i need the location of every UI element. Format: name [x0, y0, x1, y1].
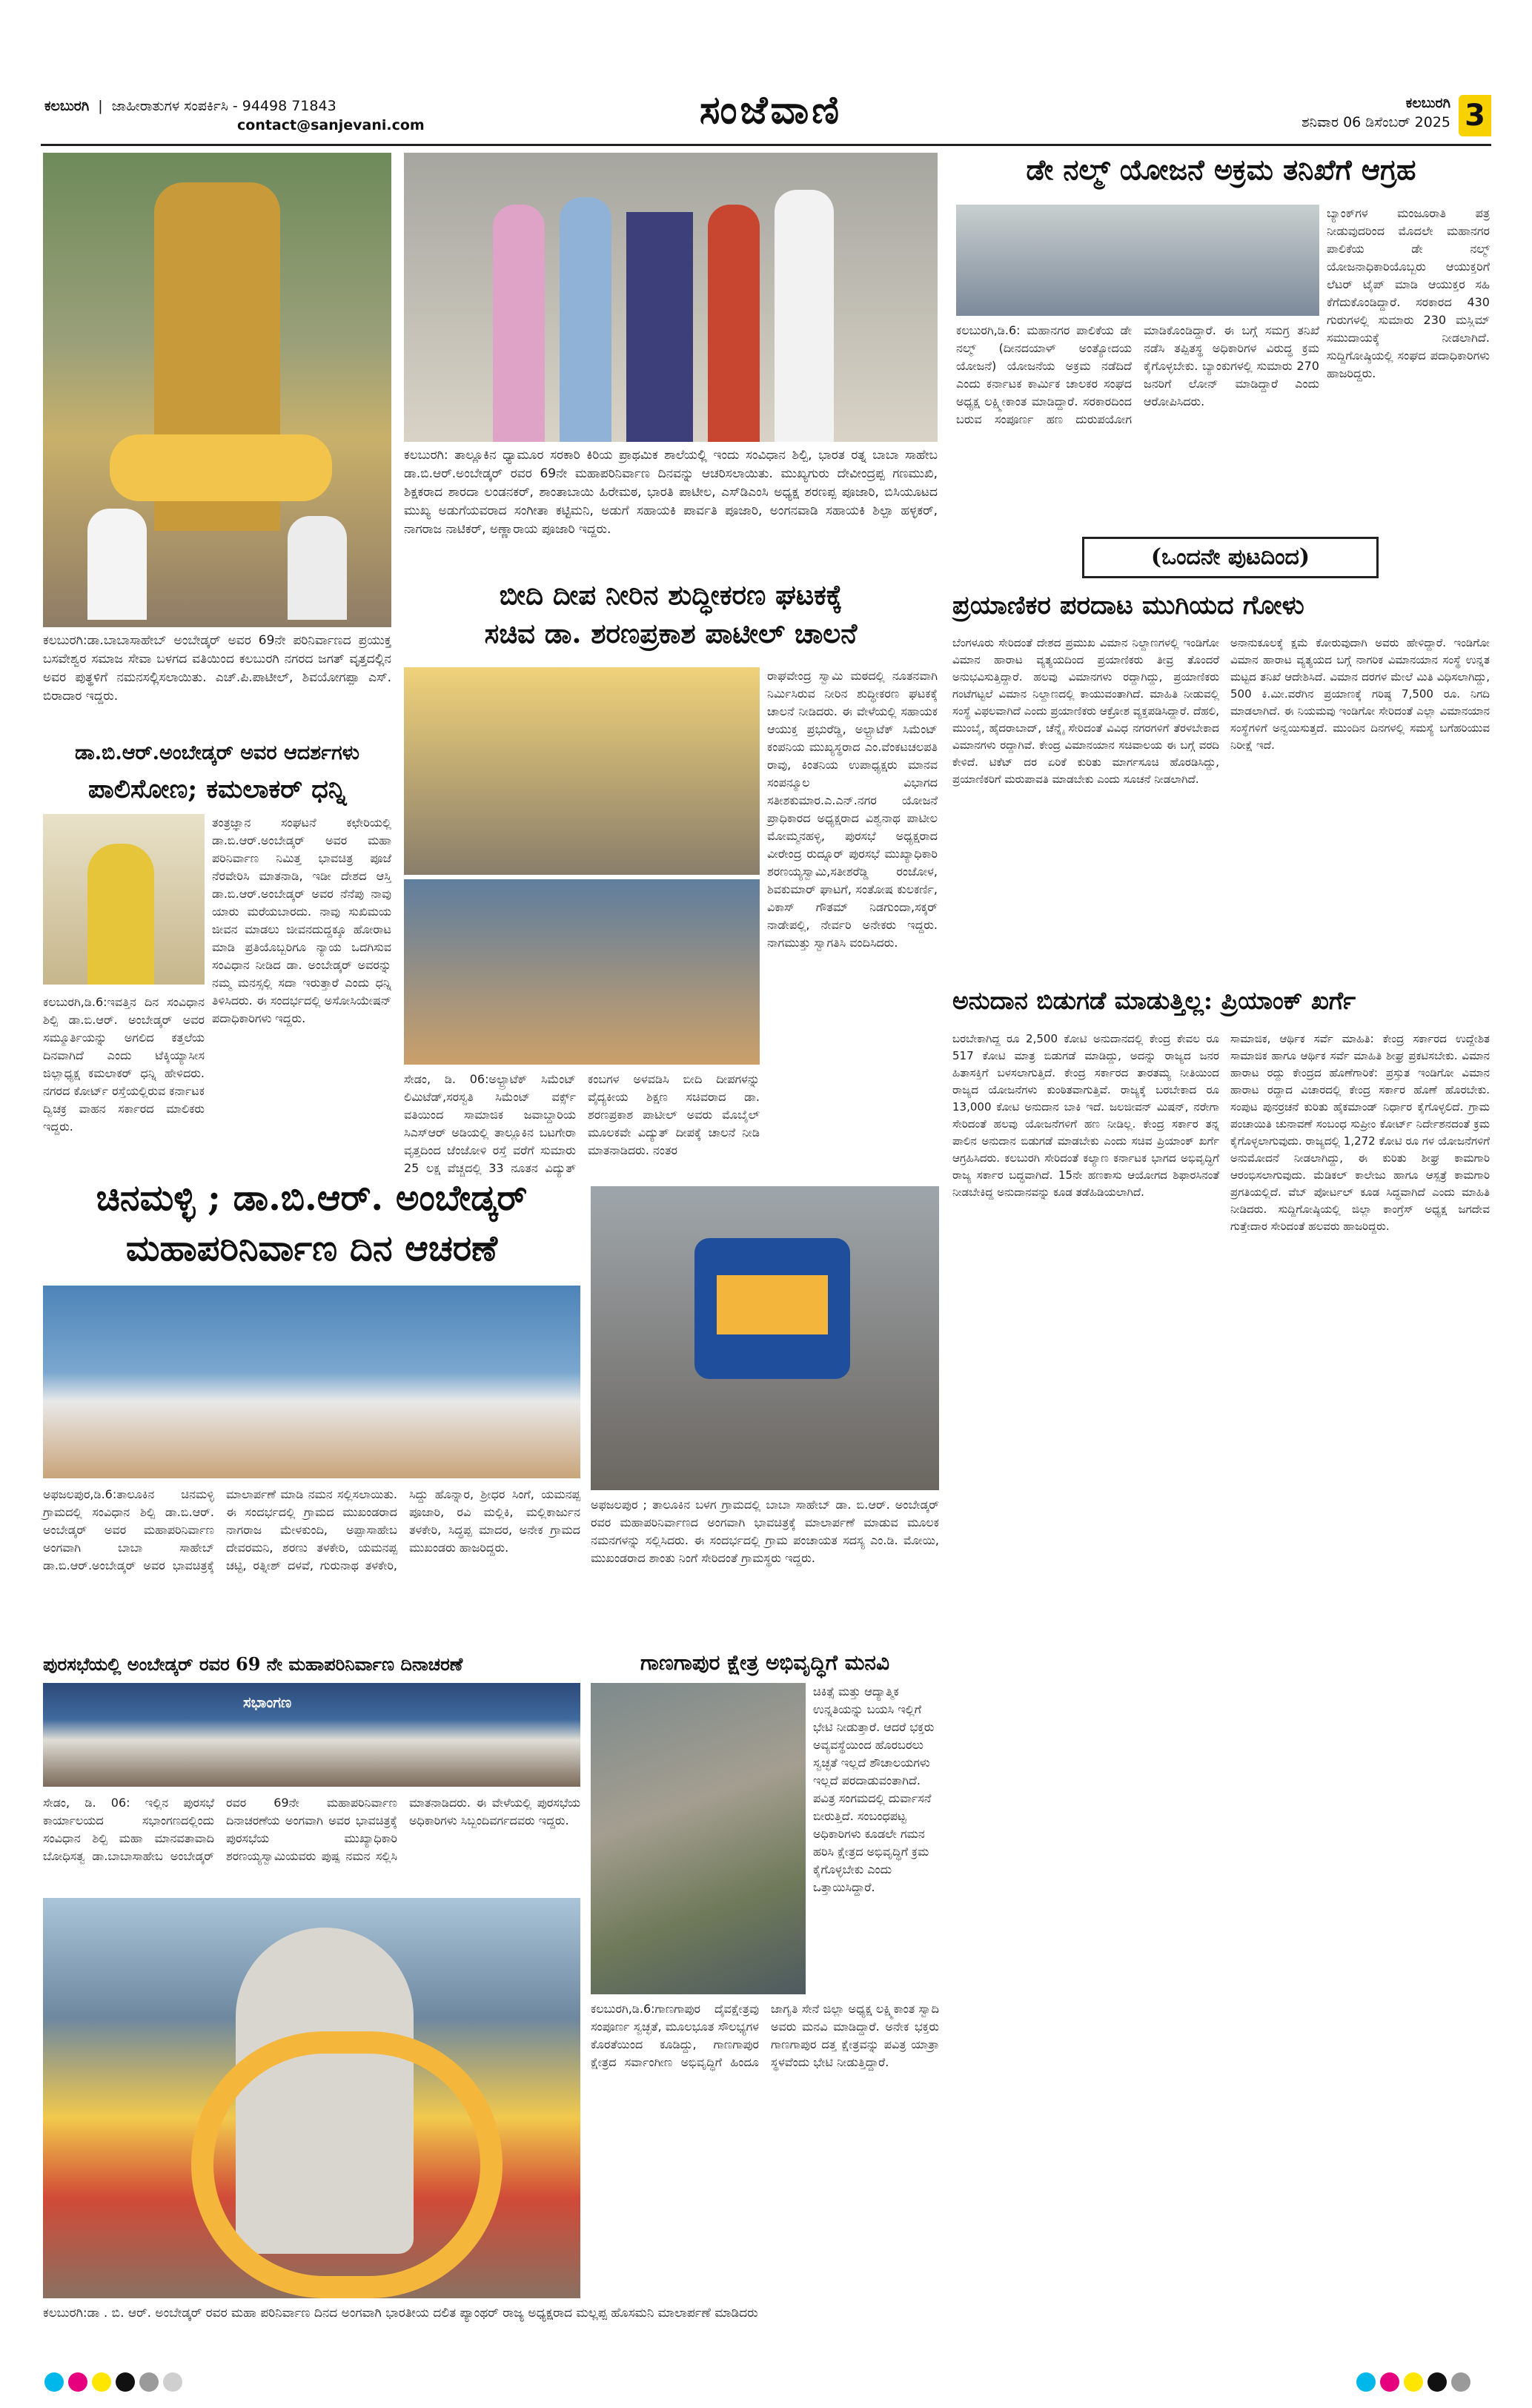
dnulm-body: ಕಲಬುರಗಿ,ಡಿ.6: ಮಹಾನಗರ ಪಾಲಿಕೆಯ ಡೇ ನಲ್ಮ್ (ದೀನದಯಾಳ್ ಅಂತ್ಯೋದಯ ಯೋಜನೆ) ಯೋಜನೆಯ ಅಕ್ರಮ ನಡೆದಿದೆ ಎಂದು ಕರ್ನಾಟಕ ಕಾರ್ಮಿಕ ಚಾಲಕರ ಸಂಘದ ಅಧ್ಯಕ್ಷ ಲಕ್ಷ್ಮೀಕಾಂತ ಮಾಡಿದ್ದಾರೆ. ಸರಕಾರದಿಂದ ಬರುವ ಸಂಪೂರ್ಣ ಹಣ ದುರುಪಯೋಗ ಮಾಡಿಕೊಂಡಿದ್ದಾರೆ. ಈ ಬಗ್ಗೆ ಸಮಗ್ರ ತನಿಖೆ ನಡೆಸಿ ತಪ್ಪಿತಸ್ಥ ಅಧಿಕಾರಿಗಳ ವಿರುದ್ಧ ಕ್ರಮ ಕೈಗೊಳ್ಳಬೇಕು. ಬ್ಯಾಂಕುಗಳಲ್ಲಿ ಸುಮಾರು 270 ಜನರಿಗೆ ಲೋನ್ ಮಾಡಿದ್ದಾರೆ ಎಂದು ಆರೋಪಿಸಿದರು.: [956, 323, 1319, 426]
photo-minister-lamp: [404, 667, 760, 875]
dnulm-body2: ಬ್ಯಾಂಕ್‌ಗಳ ಮಂಜೂರಾತಿ ಪತ್ರ ನೀಡುವುದರಿಂದ ಮೊದಲೇ ಮಹಾನಗರ ಪಾಲಿಕೆಯ ಡೇ ನಲ್ಮ್ ಯೋಜನಾಧಿಕಾರಿಯೊಬ್ಬರು ಆಯುಕ್ತರಿಗೆ ಲೆಟರ್ ಟೈಪ್ ಮಾಡಿ ಆಯುಕ್ತರ ಸಹಿ ಕೆಗೆದುಕೊಂಡಿದ್ದಾರೆ. ಸರಕಾರದ 430 ಗುರುಗಳಲ್ಲಿ ಸುಮಾರು 230 ಮಸ್ಲಿಮ್ ಸಮುದಾಯಕ್ಕೆ ನೀಡಲಾಗಿದೆ. ಸುದ್ದಿಗೋಷ್ಠಿಯಲ್ಲಿ ಸಂಘದ ಪದಾಧಿಕಾರಿಗಳು ಹಾಜರಿದ್ದರು.: [1327, 206, 1490, 380]
issue-date: ಶನಿವಾರ 06 ಡಿಸೆಂಬರ್ 2025: [1301, 114, 1450, 130]
ad-contact: ಜಾಹೀರಾತುಗಳ ಸಂಪರ್ಕಿಸಿ - 94498 71843: [111, 98, 336, 114]
photo1-caption: ಕಲಬುರಗಿ:ಡಾ.ಬಾಬಾಸಾಹೇಬ್ ಅಂಬೇಡ್ಕರ್ ಅವರ 69ನೇ ಪರಿನಿರ್ವಾಣದ ಪ್ರಯುಕ್ತ ಬಸವೇಶ್ವರ ಸಮಾಜ ಸೇವಾ ಬಳಗದ ವತಿಯಿಂದ ಕಲಬುರಗಿ ನಗರದ ಜಗತ್ ವೃತ್ತದಲ್ಲಿನ ಅವರ ಪುತ್ಥಳಿಗೆ ನಮನಸಲ್ಲಿಸಲಾಯಿತು. ಎಚ್.ಪಿ.ಪಾಟೀಲ್, ಶಿವಯೋಗಪ್ಪಾ ಎಸ್. ಬಿರಾದಾರ ಇದ್ದರು.: [43, 633, 391, 704]
photo-balaga-portrait: [591, 1186, 939, 1490]
newspaper-logo: ಸಂಜೆವಾಣಿ: [699, 87, 843, 133]
masthead-city: ಕಲಬುರಗಿ: [44, 98, 90, 114]
ganaga-caption: ಕಲಬುರಗಿ,ಡಿ.6:ಗಾಣಗಾಪುರ ದೈವಕ್ಷೇತ್ರವು ಸಂಪೂರ್ಣ ಸ್ವಚ್ಛತೆ, ಮೂಲಭೂತ ಸೌಲಭ್ಯಗಳ ಕೊರತೆಯಿಂದ ಕೂಡಿದ್ದು, ಗಾಣಗಾಪುರ ಕ್ಷೇತ್ರದ ಸರ್ವಾಂಗೀಣ ಅಭಿವೃದ್ಧಿಗೆ ಹಿಂದೂ ಜಾಗೃತಿ ಸೇನೆ ಜಿಲ್ಲಾ ಅಧ್ಯಕ್ಷ ಲಕ್ಷ್ಮಿಕಾಂತ ಸ್ವಾದಿ ಅವರು ಮನವಿ ಮಾಡಿದ್ದಾರೆ. ಅನೇಕ ಭಕ್ತರು ಗಾಣಗಾಪುರ ದತ್ತ ಕ್ಷೇತ್ರವನ್ನು ಪವಿತ್ರ ಯಾತ್ರಾ ಸ್ಥಳವೆಂದು ಭೇಟಿ ನೀಡುತ್ತಿದ್ದಾರೆ.: [591, 2002, 939, 2069]
chin-headline-2: ಮಹಾಪರಿನಿರ್ವಾಣ ದಿನ ಆಚರಣೆ: [125, 1228, 498, 1269]
chin-headline-1: ಚಿನಮಳ್ಳಿ ; ಡಾ.ಬಿ.ಆರ್. ಅಂಬೇಡ್ಕರ್: [96, 1177, 528, 1219]
bidi-headline-1: ಬೀದಿ ದೀಪ ನೀರಿನ ಶುದ್ಧೀಕರಣ ಘಟಕಕ್ಕೆ: [499, 578, 843, 611]
ambedkar-headline-2: ಪಾಲಿಸೋಣ; ಕಮಲಾಕರ್ ಧನ್ನಿ: [87, 774, 347, 804]
continued-tag: (ಒಂದನೇ ಪುಟದಿಂದ): [1082, 537, 1379, 578]
bidi-headline-2: ಸಚಿವ ಡಾ. ಶರಣಪ್ರಕಾಶ ಪಾಟೀಲ್ ಚಾಲನೆ: [484, 617, 858, 649]
kharge-body: ಬರಬೇಕಾಗಿದ್ದ ರೂ 2,500 ಕೋಟಿ ಅನುದಾನದಲ್ಲಿ ಕೇಂದ್ರ ಕೇವಲ ರೂ 517 ಕೋಟಿ ಮಾತ್ರ ಬಿಡುಗಡೆ ಮಾಡಿದ್ದು, ಅದನ್ನು ರಾಜ್ಯದ ಜನರ ಹಿತಾಸಕ್ತಿಗೆ ಬಳಸಲಾಗುತ್ತಿದೆ. ಕೇಂದ್ರ ಸರ್ಕಾರದ ತಾರತಮ್ಯ ನೀತಿಯಿಂದ ರಾಜ್ಯದ ಯೋಜನೆಗಳು ಕುಂಠಿತವಾಗುತ್ತಿವೆ. ರಾಜ್ಯಕ್ಕೆ ಬರಬೇಕಾದ ರೂ 13,000 ಕೋಟಿ ಅನುದಾನ ಬಾಕಿ ಇದೆ. ಜಲಜೀವನ್ ಮಿಷನ್, ನರೇಗಾ ಸೇರಿದಂತೆ ಹಲವು ಯೋಜನೆಗಳಿಗೆ ಹಣ ನೀಡಿಲ್ಲ. ಕೇಂದ್ರ ಸರ್ಕಾರ ತನ್ನ ಪಾಲಿನ ಅನುದಾನ ಬಿಡುಗಡೆ ಮಾಡಬೇಕು ಎಂದು ಸಚಿವ ಪ್ರಿಯಾಂಕ್ ಖರ್ಗೆ ಆಗ್ರಹಿಸಿದರು. ಕಲಬುರಗಿ ಸೇರಿದಂತೆ ಕಲ್ಯಾಣ ಕರ್ನಾಟಕ ಭಾಗದ ಅಭಿವೃದ್ಧಿಗೆ ರಾಜ್ಯ ಸರ್ಕಾರ ಬದ್ಧವಾಗಿದೆ. 15ನೇ ಹಣಕಾಸು ಆಯೋಗದ ಶಿಫಾರಸಿನಂತೆ ನೀಡಬೇಕಿದ್ದ ಅನುದಾನವನ್ನು ಕೂಡ ತಡೆಹಿಡಿಯಲಾಗಿದೆ.: [952, 1032, 1219, 1199]
ganaga-headline: ಗಾಣಗಾಪುರ ಕ್ಷೇತ್ರ ಅಭಿವೃದ್ಧಿಗೆ ಮನವಿ: [640, 1650, 890, 1675]
travel-headline: ಪ್ರಯಾಣಿಕರ ಪರದಾಟ ಮುಗಿಯದ ಗೋಳು: [952, 590, 1304, 621]
page-number: 3: [1459, 95, 1491, 136]
photo-purasabhe: [43, 1683, 580, 1787]
registration-marks-right: [1356, 2372, 1475, 2395]
afzal-caption: ಅಫಜಲಪುರ ; ತಾಲೂಕಿನ ಬಳಗ ಗ್ರಾಮದಲ್ಲಿ ಬಾಬಾ ಸಾಹೇಬ್ ಡಾ. ಬಿ.ಆರ್. ಅಂಬೇಡ್ಕರ್ ರವರ ಮಹಾಪರಿನಿರ್ವಾಣದ ಅಂಗವಾಗಿ ಭಾವಚಿತ್ರಕ್ಕೆ ಮಾಲಾರ್ಪಣೆ ಮಾಡುವ ಮೂಲಕ ನಮನಗಳನ್ನು ಸಲ್ಲಿಸಿದರು. ಈ ಸಂದರ್ಭದಲ್ಲಿ ಗ್ರಾಮ ಪಂಚಾಯತ ಸದಸ್ಯ ಎಂ.ಡಿ. ಮೋಯಿ, ಮುಖಂಡರಾದ ಶಾಂತು ನಿಂಗೆ ಸೇರಿದಂತೆ ಗ್ರಾಮಸ್ಥರು ಇದ್ದರು.: [591, 1498, 939, 1565]
travel-body: ಬೆಂಗಳೂರು ಸೇರಿದಂತೆ ದೇಶದ ಪ್ರಮುಖ ವಿಮಾನ ನಿಲ್ದಾಣಗಳಲ್ಲಿ ಇಂಡಿಗೋ ವಿಮಾನ ಹಾರಾಟ ವ್ಯತ್ಯಯದಿಂದ ಪ್ರಯಾಣಿಕರು ತೀವ್ರ ತೊಂದರೆ ಅನುಭವಿಸುತ್ತಿದ್ದಾರೆ. ಹಲವು ವಿಮಾನಗಳು ರದ್ದಾಗಿದ್ದು, ಪ್ರಯಾಣಿಕರು ಗಂಟೆಗಟ್ಟಲೆ ವಿಮಾನ ನಿಲ್ದಾಣದಲ್ಲಿ ಕಾಯುವಂತಾಗಿದೆ. ಮಾಹಿತಿ ನೀಡುವಲ್ಲಿ ಸಂಸ್ಥೆ ವಿಫಲವಾಗಿದೆ ಎಂದು ಪ್ರಯಾಣಿಕರು ಆಕ್ರೋಶ ವ್ಯಕ್ತಪಡಿಸಿದ್ದಾರೆ. ದೆಹಲಿ, ಮುಂಬೈ, ಹೈದರಾಬಾದ್, ಚೆನ್ನೈ ಸೇರಿದಂತೆ ವಿವಿಧ ನಗರಗಳಿಗೆ ತೆರಳಬೇಕಾದ ವಿಮಾನಗಳು ರದ್ದಾಗಿವೆ. ಕೇಂದ್ರ ವಿಮಾನಯಾನ ಸಚಿವಾಲಯ ಈ ಬಗ್ಗೆ ವರದಿ ಕೇಳಿದೆ. ಟಿಕೆಟ್ ದರ ಏರಿಕೆ ಕುರಿತು ಮಾರ್ಗಸೂಚಿ ಹೊರಡಿಸಿದ್ದು, ಪ್ರಯಾಣಿಕರಿಗೆ ಮರುಪಾವತಿ ಮಾಡಬೇಕು ಎಂದು ಸೂಚನೆ ನೀಡಲಾಗಿದೆ.: [952, 636, 1219, 786]
ambedkar-body: ತಂತ್ರಜ್ಞಾನ ಸಂಘಟನೆ ಕಛೇರಿಯಲ್ಲಿ ಡಾ.ಬಿ.ಆರ್.ಅಂಬೇಡ್ಕರ್ ಅವರ ಮಹಾ ಪರಿನಿರ್ವಾಣ ನಿಮಿತ್ತ ಭಾವಚಿತ್ರ ಪೂಜೆ ನೆರವೇರಿಸಿ ಮಾತನಾಡಿ, ಇಡೀ ದೇಶದ ಆಸ್ತಿ ಡಾ.ಬಿ.ಆರ್.ಅಂಬೇಡ್ಕರ್ ಅವರ ನೆನೆಪು ನಾವು ಯಾರು ಮರೆಯಬಾರದು. ನಾವು ಸುಖಿಮಯ ಜೀವನ ಮಾಡಲು ಜೀವನದುದ್ದಕ್ಕೂ ಹೋರಾಟ ಮಾಡಿ ಪ್ರತಿಯೊಬ್ಬರಿಗೂ ನ್ಯಾಯ ಒದಗಿಸುವ ಸಂವಿಧಾನ ನೀಡಿದ ಡಾ. ಅಂಬೇಡ್ಕರ್ ಅವರನ್ನು ನಮ್ಮ ಮನಸ್ಸಲ್ಲಿ ಸದಾ ಇರುತ್ತಾರೆ ಎಂದು ಧನ್ನಿ ತಿಳಿಸಿದರು. ಈ ಸಂದರ್ಭದಲ್ಲಿ ಅಸೋಸಿಯೇಷನ್ ಪದಾಧಿಕಾರಿಗಳು ಇದ್ದರು.: [212, 816, 391, 1025]
pura-body: ಸೇಡಂ, ಡಿ. 06: ಇಲ್ಲಿನ ಪುರಸಭೆ ಕಾರ್ಯಾಲಯದ ಸಭಾಂಗಣದಲ್ಲಿಂದು ಸಂವಿಧಾನ ಶಿಲ್ಪಿ ಮಹಾ ಮಾನವತಾವಾದಿ ಬೋಧಿಸತ್ವ ಡಾ.ಬಾಬಾಸಾಹೇಬ ಅಂಬೇಡ್ಕರ್ ರವರ 69ನೇ ಮಹಾಪರಿನಿರ್ವಾಣ ದಿನಾಚರಣೆಯ ಅಂಗವಾಗಿ ಅವರ ಭಾವಚಿತ್ರಕ್ಕೆ ಪುರಸಭೆಯ ಮುಖ್ಯಾಧಿಕಾರಿ ಶರಣಯ್ಯಸ್ವಾಮಿಯವರು ಪುಷ್ಪ ನಮನ ಸಲ್ಲಿಸಿ ಮಾತನಾಡಿದರು. ಈ ವೇಳೆಯಲ್ಲಿ ಪುರಸಭೆಯ ಅಧಿಕಾರಿಗಳು ಸಿಬ್ಬಂದಿವರ್ಗದವರು ಇದ್ದರು.: [43, 1796, 580, 1863]
bottom-caption: ಕಲಬುರಗಿ:ಡಾ . ಬಿ. ಆರ್. ಅಂಬೇಡ್ಕರ್ ರವರ ಮಹಾ ಪರಿನಿರ್ವಾಣ ದಿನದ ಅಂಗವಾಗಿ ಭಾರತೀಯ ದಲಿತ ಪ್ಯಾಂಥರ್ ರಾಜ್ಯ ಅಧ್ಯಕ್ಷರಾದ ಮಲ್ಲಪ್ಪ ಹೊಸಮನಿ ಮಾಲಾರ್ಪಣೆ ಮಾಡಿದರು: [43, 2306, 758, 2321]
bidi-body: ರಾಘವೇಂದ್ರ ಸ್ವಾಮಿ ಮಠದಲ್ಲಿ ನೂತನವಾಗಿ ನಿರ್ಮಿಸಿರುವ ನೀರಿನ ಶುದ್ಧೀಕರಣ ಘಟಕಕ್ಕೆ ಚಾಲನೆ ನೀಡಿದರು. ಈ ವೇಳೆಯಲ್ಲಿ ಸಹಾಯಕ ಆಯುಕ್ತ ಪ್ರಭುರೆಡ್ಡಿ, ಅಲ್ಟ್ರಾಟೆಕ್ ಸಿಮೆಂಟ್ ಕಂಪನಿಯ ಮುಖ್ಯಸ್ಥರಾದ ಎಂ.ವೆಂಕಟಚಲಪತಿ ರಾವು, ಕಿಂತನಿಯ ಉಪಾಧ್ಯಕ್ಷರು ಮಾನವ ಸಂಪನ್ಮೂಲ ವಿಭಾಗದ ಸತೀಶಕುಮಾರ.ಎ.ಎನ್.ನಗರ ಯೋಜನೆ ಪ್ರಾಧಿಕಾರದ ಅಧ್ಯಕ್ಷರಾದ ವಿಶ್ವನಾಥ ಪಾಟೀಲ ಮೋಮ್ಮನಹಳ್ಳಿ, ಪುರಸಭೆ ಅಧ್ಯಕ್ಷರಾದ ವೀರೇಂದ್ರ ರುದ್ನೂರ್ ಪುರಸಭೆ ಮುಖ್ಯಾಧಿಕಾರಿ ಶರಣಯ್ಯಸ್ವಾಮಿ,ಸತೀಶರೆಡ್ಡಿ ರಂಜೋಳ, ಶಿವಕುಮಾರ್ ಘಾಟಗೆ, ಸಂತೋಷ ಕುಲಕರ್ಣಿ, ವಿಕಾಸ್ ಗೌತಮ್ ನಿಡಗುಂದಾ,ಸಕ್ಕರ್ ನಾಡೇಪಲ್ಲಿ, ನೇರ್ವರಿ ಅನೇಕರು ಇದ್ದರು. ನಾಗಮುತ್ತು ಸ್ವಾಗತಿಸಿ ವಂದಿಸಿದರು.: [767, 669, 938, 950]
chin-body: ಅಫಜಲಪುರ,ಡಿ.6:ತಾಲೂಕಿನ ಚಿನಮಳ್ಳಿ ಗ್ರಾಮದಲ್ಲಿ ಸಂವಿಧಾನ ಶಿಲ್ಪಿ ಡಾ.ಬಿ.ಆರ್. ಅಂಬೇಡ್ಕರ್ ಅವರ ಮಹಾಪರಿನಿರ್ವಾಣ ಅಂಗವಾಗಿ ಬಾಬಾ ಸಾಹೇಬ್ ಡಾ.ಬಿ.ಆರ್.ಅಂಬೇಡ್ಕರ್ ಅವರ ಭಾವಚಿತ್ರಕ್ಕೆ ಮಾಲಾರ್ಪಣೆ ಮಾಡಿ ನಮನ ಸಲ್ಲಿಸಲಾಯಿತು. ಈ ಸಂದರ್ಭದಲ್ಲಿ ಗ್ರಾಮದ ಮುಖಂಡರಾದ ನಾಗರಾಜ ಮೇಳಕುಂದಿ, ಅಪ್ಪಾಸಾಹೇಬ ದೇವರಮನಿ, ಶರಣು ತಳಕೇರಿ, ಯಮನಪ್ಪ ಚಟ್ಟಿ, ರತ್ನೀಶ್ ದಳವೆ, ಗುರುನಾಥ ತಳಕೇರಿ, ಸಿದ್ದು ಹೊನ್ನಾರ, ಶ್ರೀಧರ ಸಿಂಗೆ, ಯಮನಪ್ಪ ಪೂಜಾರಿ, ರವಿ ಮಲ್ಲಿಕಿ, ಮಲ್ಲಿಕಾರ್ಜುನ ತಳಕೇರಿ, ಸಿದ್ಧಪ್ಪ ಮಾದರ, ಅನೇಕ ಗ್ರಾಮದ ಮುಖಂಡರು ಹಾಜರಿದ್ದರು.: [43, 1487, 580, 1572]
contact-email[interactable]: contact@sanjevani.com: [237, 117, 425, 133]
dnulm-headline: ಡೇ ನಲ್ಮ್ ಯೋಜನೆ ಅಕ್ರಮ ತನಿಖೆಗೆ ಆಗ್ರಹ: [1026, 153, 1416, 186]
globe-icon: [712, 96, 749, 133]
registration-marks-left: [44, 2372, 187, 2395]
photo-ambedkar-statue-1: [43, 153, 391, 627]
kharge-headline: ಅನುದಾನ ಬಿಡುಗಡೆ ಮಾಡುತ್ತಿಲ್ಲ: ಪ್ರಿಯಾಂಕ್ ಖರ್ಗೆ: [952, 986, 1356, 1015]
photo-press-meet: [956, 205, 1319, 316]
photo-school-group: [404, 153, 938, 442]
pura-headline: ಪುರಸಭೆಯಲ್ಲಿ ಅಂಬೇಡ್ಕರ್ ರವರ 69 ನೇ ಮಹಾಪರಿನಿರ್ವಾಣ ದಿನಾಚರಣೆ: [43, 1653, 463, 1675]
photo2-caption: ಕಲಬುರಗಿ: ತಾಲ್ಲೂಕಿನ ಧ್ಯಾಮೂರ ಸರಕಾರಿ ಕಿರಿಯ ಪ್ರಾಥಮಿಕ ಶಾಲೆಯಲ್ಲಿ ಇಂದು ಸಂವಿಧಾನ ಶಿಲ್ಪಿ, ಭಾರತ ರತ್ನ ಬಾಬಾ ಸಾಹೇಬ ಡಾ.ಬಿ.ಆರ್.ಅಂಬೇಡ್ಕರ್ ರವರ 69ನೇ ಮಹಾಪರಿನಿರ್ವಾಣ ದಿನವನ್ನು ಆಚರಿಸಲಾಯಿತು. ಮುಖ್ಯಗುರು ದೇವೀಂದ್ರಪ್ಪ ಗಣಮುಖಿ, ಶಿಕ್ಷಕರಾದ ಶಾರದಾ ಲಂಡನಕರ್, ಶಾಂತಾಬಾಯಿ ಹಿರೇಮಠ, ಭಾರತಿ ಪಾಟೀಲ, ಎಸ್‌ಡಿಎಂಸಿ ಅಧ್ಯಕ್ಷ ಶರಣಪ್ಪ ಪೂಜಾರಿ, ಬಿಸಿಯೂಟದ ಮುಖ್ಯ ಅಡುಗೆಯವರಾದ ಸಂಗೀತಾ ಕಟ್ಟಿಮನಿ, ಅಡುಗೆ ಸಹಾಯಕಿ ಪಾರ್ವತಿ ಪೂಜಾರಿ, ಅಂಗನವಾಡಿ ಸಹಾಯಕಿ ಶಿಲ್ಪಾ ಹಳ್ಳಕರ್, ನಾಗರಾಜ ನಾಟಿಕರ್, ಅಣ್ಣಾರಾಯ ಪೂಜಾರಿ ಇದ್ದರು.: [404, 448, 938, 537]
photo-kamalakar: [43, 814, 205, 985]
photo-chinamalli-group: [43, 1286, 580, 1478]
photo-ambedkar-garland: [43, 1898, 580, 2298]
travel-body2: ಅನಾನುಕೂಲಕ್ಕೆ ಕ್ಷಮೆ ಕೋರುವುದಾಗಿ ಅವರು ಹೇಳಿದ್ದಾರೆ. ಇಂಡಿಗೋ ವಿಮಾನ ಹಾರಾಟ ವ್ಯತ್ಯಯದ ಬಗ್ಗೆ ನಾಗರಿಕ ವಿಮಾನಯಾನ ಸಂಸ್ಥೆ ಉನ್ನತ ಮಟ್ಟದ ತನಿಖೆ ಆದೇಶಿಸಿದೆ. ವಿಮಾನ ದರಗಳ ಮೇಲೆ ಮಿತಿ ವಿಧಿಸಲಾಗಿದ್ದು, 500 ಕಿ.ಮೀ.ವರೆಗಿನ ಪ್ರಯಾಣಕ್ಕೆ ಗರಿಷ್ಠ 7,500 ರೂ. ನಿಗದಿ ಮಾಡಲಾಗಿದೆ. ಈ ನಿಯಮವು ಇಂಡಿಗೋ ಸೇರಿದಂತೆ ಎಲ್ಲಾ ವಿಮಾನಯಾನ ಸಂಸ್ಥೆಗಳಿಗೆ ಅನ್ವಯಿಸುತ್ತದೆ. ಮುಂದಿನ ದಿನಗಳಲ್ಲಿ ಸಮಸ್ಯೆ ಬಗೆಹರಿಯುವ ನಿರೀಕ್ಷೆ ಇದೆ.: [1230, 636, 1490, 752]
masthead-right: [1301, 93, 1450, 132]
photo-minister-group: [404, 879, 760, 1065]
photo-ganagapur-river: [591, 1683, 806, 1994]
ambedkar-caption: ಕಲಬುರಗಿ,ಡಿ.6:ಇವತ್ತಿನ ದಿನ ಸಂವಿಧಾನ ಶಿಲ್ಪಿ ಡಾ.ಬಿ.ಆರ್. ಅಂಬೇಡ್ಕರ್ ಅವರ ಸಮ್ಮೂರ್ತಿಯನ್ನು ಅಗಲಿದ ಕತ್ತಲೆಯ ದಿನವಾಗಿದೆ ಎಂದು ಟೆಕ್ಕಿಯ್ಯಾಸೀಸ ಜಿಲ್ಲಾಧ್ಯಕ್ಷ ಕಮಲಾಕರ್ ಧನ್ನಿ ಹೇಳಿದರು. ನಗರದ ಕೋರ್ಟ್ ರಸ್ತೆಯಲ್ಲಿರುವ ಕರ್ನಾಟಕ ದ್ವಿಚಕ್ರ ವಾಹನ ಸರ್ಕಾರದ ಮಾಲಿಕರು ಇದ್ದರು.: [43, 995, 205, 1134]
ganaga-body: ಚಿಕಿತ್ಸೆ ಮತ್ತು ಆದ್ಯಾತ್ಮಿಕ ಉನ್ನತಿಯನ್ನು ಬಯಸಿ ಇಲ್ಲಿಗೆ ಭೇಟಿ ನೀಡುತ್ತಾರೆ. ಆದರೆ ಭಕ್ತರು ಅವ್ಯವಸ್ಥೆಯಿಂದ ಹೊರಬರಲು ಸ್ವಚ್ಛತೆ ಇಲ್ಲದೆ ಶೌಚಾಲಯಗಳು ಇಲ್ಲದೆ ಪರದಾಡುವಂತಾಗಿದೆ. ಪವಿತ್ರ ಸಂಗಮದಲ್ಲಿ ದುರ್ವಾಸನೆ ಬೀರುತ್ತಿದೆ. ಸಂಬಂಧಪಟ್ಟ ಅಧಿಕಾರಿಗಳು ಕೂಡಲೇ ಗಮನ ಹರಿಸಿ ಕ್ಷೇತ್ರದ ಅಭಿವೃದ್ಧಿಗೆ ಕ್ರಮ ಕೈಗೊಳ್ಳಬೇಕು ಎಂದು ಒತ್ತಾಯಿಸಿದ್ದಾರೆ.: [813, 1684, 935, 1894]
masthead-rule: [41, 144, 1491, 146]
masthead-right-city: ಕಲಬುರಗಿ: [1405, 95, 1450, 111]
bidi-caption: ಸೇಡಂ, ಡಿ. 06:ಅಲ್ಟ್ರಾಟೆಕ್ ಸಿಮೆಂಟ್ ಲಿಮಿಟೆಡ್,ಸರಸ್ವತಿ ಸಿಮೆಂಟ್ ವರ್ಕ್ಸ್ ವತಿಯಿಂದ ಸಾಮಾಜಿಕ ಜವಾಬ್ದಾರಿಯ ಸಿಎಸ್‌ಆರ್ ಅಡಿಯಲ್ಲಿ ತಾಲ್ಲೂಕಿನ ಬಟಗೇರಾ ವೃತ್ತದಿಂದ ಜೆಂಜೋಳಿ ರಸ್ತೆ ವರೆಗೆ ಸುಮಾರು 25 ಲಕ್ಷ ವೆಚ್ಚದಲ್ಲಿ 33 ನೂತನ ವಿದ್ಯುತ್ ಕಂಬಗಳ ಅಳವಡಿಸಿ ಬೀದಿ ದೀಪಗಳನ್ನು ವೈದ್ಯಕೀಯ ಶಿಕ್ಷಣ ಸಚಿವರಾದ ಡಾ. ಶರಣಪ್ರಕಾಶ ಪಾಟೀಲ್ ಅವರು ಮೊಬೈಲ್ ಮೂಲಕವೇ ವಿದ್ಯುತ್ ದೀಪಕ್ಕೆ ಚಾಲನೆ ನೀಡಿ ಮಾತನಾಡಿದರು. ನಂತರ: [404, 1072, 760, 1175]
sabhangana-label: ಸಭಾಂಗಣ: [243, 1693, 292, 1711]
masthead-left: ಕಲಬುರಗಿ | ಜಾಹೀರಾತುಗಳ ಸಂಪರ್ಕಿಸಿ - 94498 71843 contact@sanjevani.com: [44, 98, 425, 133]
ambedkar-headline-1: ಡಾ.ಬಿ.ಆರ್.ಅಂಬೇಡ್ಕರ್ ಅವರ ಆದರ್ಶಗಳು: [75, 741, 359, 764]
kharge-body2: ಸಾಮಾಜಿಕ, ಆರ್ಥಿಕ ಸರ್ವೆ ಮಾಹಿತಿ: ಕೇಂದ್ರ ಸರ್ಕಾರದ ಉದ್ದೇಶಿತ ಸಾಮಾಜಿಕ ಹಾಗೂ ಆರ್ಥಿಕ ಸರ್ವೆ ಮಾಹಿತಿ ಶೀಘ್ರ ಪ್ರಕಟಿಸಬೇಕು. ವಿಮಾನ ಹಾರಾಟ ರದ್ದು ಕೇಂದ್ರದ ಹೊಣೆಗಾರಿಕೆ: ಪ್ರಸ್ತುತ ಇಂಡಿಗೋ ವಿಮಾನ ಹಾರಾಟ ರದ್ದಾದ ವಿಚಾರದಲ್ಲಿ ಕೇಂದ್ರ ಸರ್ಕಾರ ಹೊಣೆ ಹೊರಬೇಕು. ಸಂಪುಟ ಪುನರ್ರಚನೆ ಕುರಿತು ಹೈಕಮಾಂಡ್ ನಿರ್ಧಾರ ಕೈಗೊಳ್ಳಲಿದೆ. ಗ್ರಾಮ ಪಂಚಾಯಿತಿ ಚುನಾವಣೆ ಸಂಬಂಧ ಸುಪ್ರೀಂ ಕೋರ್ಟ್ ನಿರ್ದೇಶನದಂತೆ ಕ್ರಮ ಕೈಗೊಳ್ಳಲಾಗುವುದು. ರಾಜ್ಯದಲ್ಲಿ 1,272 ಕೋಟಿ ರೂ ಗಳ ಯೋಜನೆಗಳಿಗೆ ಅನುಮೋದನೆ ನೀಡಲಾಗಿದ್ದು, ಈ ಕುರಿತು ಶೀಘ್ರ ಕಾಮಗಾರಿ ಆರಂಭಿಸಲಾಗುವುದು. ಮೆಡಿಕಲ್ ಕಾಲೇಜು ಹಾಗೂ ಆಸ್ಪತ್ರೆ ಕಾಮಗಾರಿ ಪ್ರಗತಿಯಲ್ಲಿದೆ. ವೆಬ್ ಪೋರ್ಟಲ್ ಕೂಡ ಸಿದ್ಧವಾಗಿದೆ ಎಂದು ಮಾಹಿತಿ ನೀಡಿದರು. ಸುದ್ದಿಗೋಷ್ಠಿಯಲ್ಲಿ ಜಿಲ್ಲಾ ಕಾಂಗ್ರೆಸ್ ಅಧ್ಯಕ್ಷ ಜಗದೇವ ಗುತ್ತೇದಾರ ಸೇರಿದಂತೆ ಹಲವರು ಹಾಜರಿದ್ದರು.: [1230, 1032, 1490, 1233]
